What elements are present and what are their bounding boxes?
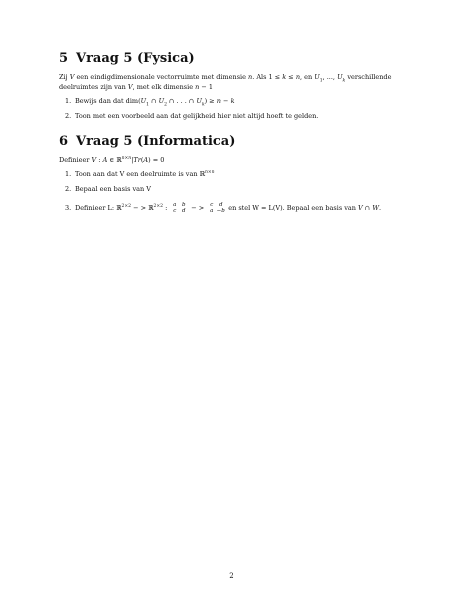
- list-item-text: Bewijs dan dat $dim(U_1$ ∩ $U_2$ ∩ . . . ∩ $U_k) \ge n - k$: [75, 97, 235, 108]
- section-5-intro-line-1: Zij V een eindigdimensionale vectorruimte met dimensie n. Als 1 ≤ k ≤ n, en $U_1$, ..., $U_k$ verschillende: [59, 73, 392, 84]
- list-item-text: Bepaal een basis van V: [75, 185, 151, 193]
- list-item-number: 2.: [65, 112, 72, 120]
- section-title: Vraag 5 (Informatica): [76, 134, 236, 149]
- section-6-definition: Definieer V : A ∈ ℝ$^{n\times n}$|Tr(A) = 0: [59, 155, 165, 164]
- list-item-number: 1.: [65, 97, 72, 105]
- list-item-number: 2.: [65, 185, 72, 193]
- list-item-text: Definieer L: ℝ$^{2\times 2}$ − > ℝ$^{2\times 2}$ : a b c d − > c d a −b en stel W = L(V). Bepaal een basis van V ∩ W.: [75, 201, 382, 214]
- section-6-heading: [59, 134, 235, 150]
- section-number: 5: [59, 51, 69, 66]
- list-item-text: Toon aan dat V een deelruimte is van ℝ$^{n\times n}$: [75, 169, 215, 178]
- matrix-input: a b c d: [173, 201, 186, 214]
- list-item-text: Toon met een voorbeeld aan dat gelijkheid hier niet altijd hoeft te gelden.: [75, 112, 319, 120]
- page-number: 2: [229, 572, 234, 580]
- section-5-heading: [59, 51, 195, 67]
- section-title: Vraag 5 (Fysica): [76, 51, 195, 66]
- section-number: 6: [59, 134, 69, 149]
- section-5-intro-line-2: deelruimtes zijn van V, met elk dimensie n − 1: [59, 83, 214, 91]
- list-item-number: 1.: [65, 170, 72, 178]
- list-item-number: 3.: [65, 204, 72, 212]
- matrix-output: c d a −b: [210, 201, 225, 214]
